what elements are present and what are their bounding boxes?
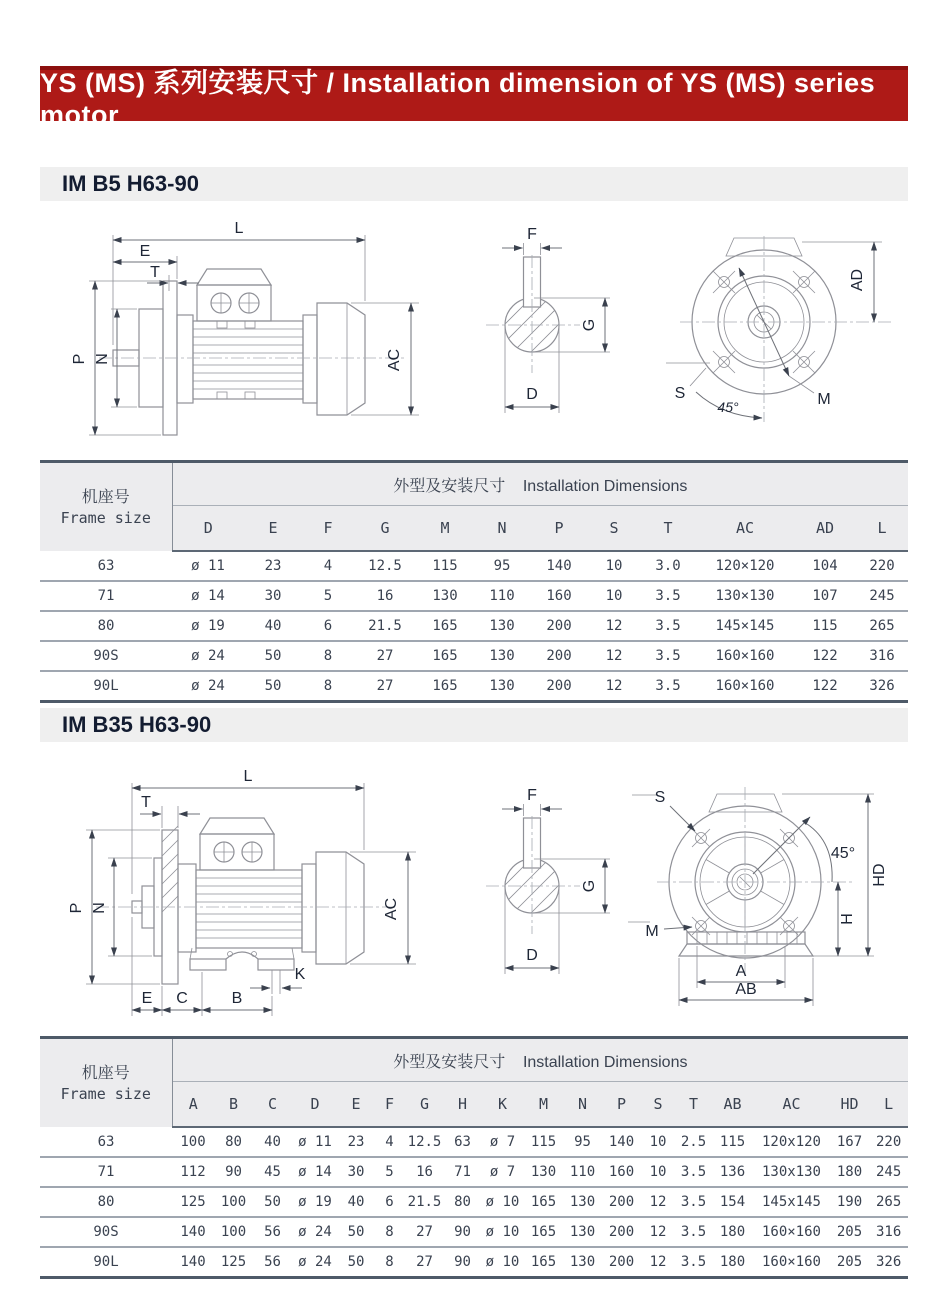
dimension-cell: 136 [712,1157,753,1187]
dimension-cell: 326 [856,671,908,702]
dim-label-F: F [527,787,537,804]
dimension-cell: ø 14 [292,1157,338,1187]
column-header: M [524,1082,563,1128]
dimension-cell: ø 7 [481,1157,524,1187]
dimension-cell: 63 [444,1127,481,1157]
dimension-cell: 145×145 [696,611,794,641]
base-feet [679,932,813,956]
dimension-cell: 71 [444,1157,481,1187]
dimension-cell: 130 [563,1217,602,1247]
dimension-cell: ø 14 [172,581,244,611]
dimension-cell: 205 [830,1247,869,1278]
dim-label-P: P [71,353,88,365]
frame-size-cell: 71 [40,581,172,611]
dimension-cell: 130 [563,1247,602,1278]
dimension-cell: 265 [869,1187,908,1217]
section-header-imb5 [40,167,908,201]
dimension-cell: 115 [416,551,474,581]
dimension-cell: 200 [602,1217,641,1247]
dimension-cell: 50 [244,671,302,702]
dimension-cell: 12 [641,1187,675,1217]
dimension-cell: 16 [405,1157,444,1187]
dim-label-G: G [581,879,598,893]
table-row [40,1157,908,1187]
dimension-cell: 12 [641,1247,675,1278]
dimension-cell: 23 [244,551,302,581]
dimension-cell: 200 [602,1247,641,1278]
dimension-cell: 30 [244,581,302,611]
dimension-cell: 104 [794,551,856,581]
dim-label-S: S [654,789,666,806]
dimension-cell: 245 [869,1157,908,1187]
dimension-cell: 27 [354,641,416,671]
dim-label-H: H [839,913,856,925]
column-header: P [602,1082,641,1128]
dim-label-B: B [231,990,243,1007]
dim-label-N: N [94,353,111,365]
dim-label-T: T [150,264,160,281]
column-header: D [292,1082,338,1128]
dim-label-C: C [176,990,188,1007]
column-header: P [530,506,588,552]
group-header-en: Installation Dimensions [522,477,688,495]
column-header: E [338,1082,374,1128]
frame-size-header-zh: 机座号 [81,487,130,506]
dimension-cell: 154 [712,1187,753,1217]
section-heading: IM B35 H63-90 [62,712,212,737]
dimension-cell: 115 [524,1127,563,1157]
dimension-cell: 130 [524,1157,563,1187]
table-row [40,611,908,641]
dimension-cell: 180 [712,1247,753,1278]
dimension-cell: 180 [830,1157,869,1187]
feet [190,948,294,994]
dimension-cell: 200 [530,611,588,641]
dimension-cell: 80 [214,1127,253,1157]
dimension-cell: 120×120 [696,551,794,581]
dimension-cell: 110 [474,581,530,611]
dimension-cell: 90 [444,1247,481,1278]
dimension-cell: 112 [172,1157,214,1187]
dimension-cell: 130 [474,671,530,702]
dim-label-A: A [735,963,747,980]
centerline [654,787,854,977]
dimension-cell: ø 11 [172,551,244,581]
dimension-cell: 21.5 [354,611,416,641]
dimension-cell: 165 [524,1217,563,1247]
column-header: G [354,506,416,552]
dimension-cell: 27 [405,1217,444,1247]
centerline [680,236,892,422]
b5-shaft-section-drawing [468,221,653,443]
dim-label-L: L [243,768,253,785]
column-header: M [416,506,474,552]
column-header: AD [794,506,856,552]
dimension-cell: 3.5 [675,1187,712,1217]
dimension-cell: 140 [172,1247,214,1278]
dimension-cell: 56 [253,1217,292,1247]
dimension-cell: 130 [474,611,530,641]
dimension-cell: ø 19 [292,1187,338,1217]
dimension-cell: 5 [374,1157,405,1187]
column-header: S [588,506,640,552]
dimensions [666,242,882,418]
dimension-cell: 95 [474,551,530,581]
dimension-cell: 12 [641,1217,675,1247]
dimension-cell: 10 [588,551,640,581]
frame-size-cell: 71 [40,1157,172,1187]
dimension-cell: 130 [474,641,530,671]
dim-label-G: G [581,318,598,332]
dimension-cell: 10 [588,581,640,611]
angle-label: 45° [830,845,856,862]
frame-size-cell: 80 [40,1187,172,1217]
dimension-cell: 3.5 [640,611,696,641]
dimension-cell: 3.5 [675,1247,712,1278]
table-row [40,581,908,611]
dimension-cell: 107 [794,581,856,611]
dimension-cell: ø 10 [481,1187,524,1217]
dimension-cell: 160×160 [753,1217,830,1247]
dimension-cell: 316 [856,641,908,671]
column-header: G [405,1082,444,1128]
dimension-cell: 90 [214,1157,253,1187]
column-header: T [640,506,696,552]
dimension-cell: 140 [172,1217,214,1247]
dimension-cell: 16 [354,581,416,611]
table-row [40,641,908,671]
dimension-cell: 12.5 [354,551,416,581]
dim-label-E: E [139,243,151,260]
dimension-cell: 130 [563,1187,602,1217]
dimension-cell: ø 19 [172,611,244,641]
dimension-cell: 140 [530,551,588,581]
dimension-cell: ø 24 [292,1247,338,1278]
column-header: H [444,1082,481,1128]
group-header-en: Installation Dimensions [522,1053,688,1071]
dimension-cell: 12.5 [405,1127,444,1157]
dimension-cell: 8 [374,1217,405,1247]
dimension-cell: 167 [830,1127,869,1157]
dimension-cell: 110 [563,1157,602,1187]
dimension-cell: 160 [602,1157,641,1187]
dim-label-S: S [674,385,686,402]
dim-label-D: D [526,947,538,964]
b5-front-view-drawing [652,222,947,447]
frame-size-header-en: Frame size [60,1085,151,1103]
dimension-cell: 130 [416,581,474,611]
page-title: YS (MS) 系列安装尺寸 / Installation dimension of YS (MS) series motor [40,67,876,130]
dimension-cell: 6 [302,611,354,641]
dimension-cell: 115 [794,611,856,641]
dimension-cell: 4 [302,551,354,581]
motor-outline [132,818,364,994]
dimension-cell: 3.5 [640,641,696,671]
dimension-cell: ø 24 [172,641,244,671]
dim-label-M: M [645,923,659,940]
dim-label-P: P [68,902,85,914]
dim-label-M: M [817,391,831,408]
dimension-cell: ø 24 [292,1217,338,1247]
dimension-cell: 165 [416,611,474,641]
dimension-cell: 130x130 [753,1157,830,1187]
frame-size-header-zh: 机座号 [81,1063,130,1082]
dimension-cell: 200 [530,671,588,702]
dimension-cell: 316 [869,1217,908,1247]
dimension-cell: ø 11 [292,1127,338,1157]
dimension-cell: 6 [374,1187,405,1217]
dimension-cell: 27 [354,671,416,702]
dimension-cell: 180 [712,1217,753,1247]
dimension-cell: 122 [794,671,856,702]
dim-label-HD: HD [871,863,888,887]
frame-size-cell: 80 [40,611,172,641]
column-header: F [302,506,354,552]
dimension-cell: 120x120 [753,1127,830,1157]
column-header: D [172,506,244,552]
frame-size-cell: 63 [40,1127,172,1157]
dimension-cell: 205 [830,1217,869,1247]
frame-size-cell: 63 [40,551,172,581]
section-header-imb35 [40,708,908,742]
dimension-cell: 23 [338,1127,374,1157]
column-header: AB [712,1082,753,1128]
dimension-cell: 8 [302,671,354,702]
dimension-cell: 27 [405,1247,444,1278]
dimension-cell: ø 10 [481,1247,524,1278]
column-header: AC [753,1082,830,1128]
frame-size-cell: 90S [40,1217,172,1247]
dimension-cell: 122 [794,641,856,671]
dimension-cell: ø 24 [172,671,244,702]
section-heading: IM B5 H63-90 [62,171,199,196]
dimension-cell: 2.5 [675,1127,712,1157]
frame-size-header [40,462,172,552]
dimension-cell: 160×160 [696,671,794,702]
dimension-cell: 200 [530,641,588,671]
table-body [40,1127,908,1278]
installation-dimensions-header [172,1038,908,1082]
dimension-cell: 95 [563,1127,602,1157]
column-header: E [244,506,302,552]
column-header: K [481,1082,524,1128]
dimension-cell: 160×160 [696,641,794,671]
dimension-cell: 10 [641,1127,675,1157]
dimension-cell: 130×130 [696,581,794,611]
dimension-cell: 45 [253,1157,292,1187]
dimension-cell: 245 [856,581,908,611]
frame-size-header-en: Frame size [60,509,151,527]
installation-dimensions-header [172,462,908,506]
dimension-cell: 165 [416,641,474,671]
angle-label: 45° [717,399,739,415]
dim-label-N: N [91,902,108,914]
frame-size-cell: 90S [40,641,172,671]
column-header: AC [696,506,794,552]
dimension-cell: 220 [856,551,908,581]
column-header: F [374,1082,405,1128]
table-row [40,551,908,581]
dimension-cell: 3.5 [675,1217,712,1247]
dim-label-AD: AD [849,268,866,292]
b5-dimension-table [40,460,908,703]
dimension-cell: 50 [253,1187,292,1217]
dimension-cell: 40 [253,1127,292,1157]
column-header: C [253,1082,292,1128]
dim-label-AC: AC [383,897,400,921]
dimension-cell: 220 [869,1127,908,1157]
dimension-cell: 100 [214,1187,253,1217]
dimension-cell: 160×160 [753,1247,830,1278]
column-header: L [869,1082,908,1128]
dimension-cell: 165 [524,1187,563,1217]
dimension-cell: 125 [172,1187,214,1217]
shaft-outline [482,818,590,934]
dimension-cell: 4 [374,1127,405,1157]
frame-size-header [40,1038,172,1128]
dimension-cell: 3.5 [640,581,696,611]
frame-size-cell: 90L [40,671,172,702]
dim-label-AC: AC [386,348,403,372]
dimension-cell: 80 [444,1187,481,1217]
dimension-cell: 12 [588,611,640,641]
table-row [40,1127,908,1157]
dimension-cell: 190 [830,1187,869,1217]
dimension-cell: 160 [530,581,588,611]
dimension-cell: 12 [588,641,640,671]
dimension-cell: ø 10 [481,1217,524,1247]
dimension-cell: 115 [712,1127,753,1157]
column-header: N [563,1082,602,1128]
table-body [40,551,908,702]
table-row [40,1217,908,1247]
group-header-zh: 外型及安装尺寸 [393,1053,506,1071]
dim-label-T: T [141,794,151,811]
dimension-cell: 50 [244,641,302,671]
group-header-zh: 外型及安装尺寸 [393,477,506,495]
b35-front-view-drawing [622,772,947,1022]
table-row [40,671,908,702]
dimension-cell: 100 [214,1217,253,1247]
dimension-cell: 3.0 [640,551,696,581]
dimension-cell: 56 [253,1247,292,1278]
motor-outline [113,269,365,435]
dimension-cell: 3.5 [675,1157,712,1187]
title-banner [40,66,908,130]
shaft-outline [482,257,590,373]
dim-label-K: K [294,966,306,983]
b35-side-view-drawing [62,762,467,1024]
dimension-cell: 10 [641,1157,675,1187]
dimension-cell: 21.5 [405,1187,444,1217]
dimension-cell: 165 [524,1247,563,1278]
dim-label-AB: AB [735,981,757,998]
dimension-cell: 90 [444,1217,481,1247]
dimension-cell: 165 [416,671,474,702]
dimension-cell: 100 [172,1127,214,1157]
dimensions [502,787,610,974]
column-header: A [172,1082,214,1128]
dimension-cell: 30 [338,1157,374,1187]
dimension-cell: 5 [302,581,354,611]
dimension-cell: 8 [302,641,354,671]
column-header: HD [830,1082,869,1128]
table-row [40,1187,908,1217]
column-header: L [856,506,908,552]
dimension-cell: 125 [214,1247,253,1278]
dimension-cell: ø 7 [481,1127,524,1157]
dimension-cell: 12 [588,671,640,702]
b35-dimension-table [40,1036,908,1279]
dim-label-E: E [141,990,153,1007]
frame-size-cell: 90L [40,1247,172,1278]
dimension-cell: 326 [869,1247,908,1278]
dimensions [628,789,888,1006]
dim-label-D: D [526,386,538,403]
dimension-cell: 8 [374,1247,405,1278]
dimension-cell: 145x145 [753,1187,830,1217]
dimension-cell: 140 [602,1127,641,1157]
dimension-cell: 40 [338,1187,374,1217]
column-header: S [641,1082,675,1128]
b5-side-view-drawing [65,213,465,453]
dimension-cell: 50 [338,1247,374,1278]
dimension-cell: 40 [244,611,302,641]
dimension-cell: 265 [856,611,908,641]
dimensions [502,226,610,413]
dim-label-F: F [527,226,537,243]
column-header: B [214,1082,253,1128]
column-header: T [675,1082,712,1128]
column-header: N [474,506,530,552]
table-row [40,1247,908,1278]
dimension-cell: 3.5 [640,671,696,702]
dimension-cell: 50 [338,1217,374,1247]
dimension-cell: 200 [602,1187,641,1217]
dim-label-L: L [234,220,244,237]
